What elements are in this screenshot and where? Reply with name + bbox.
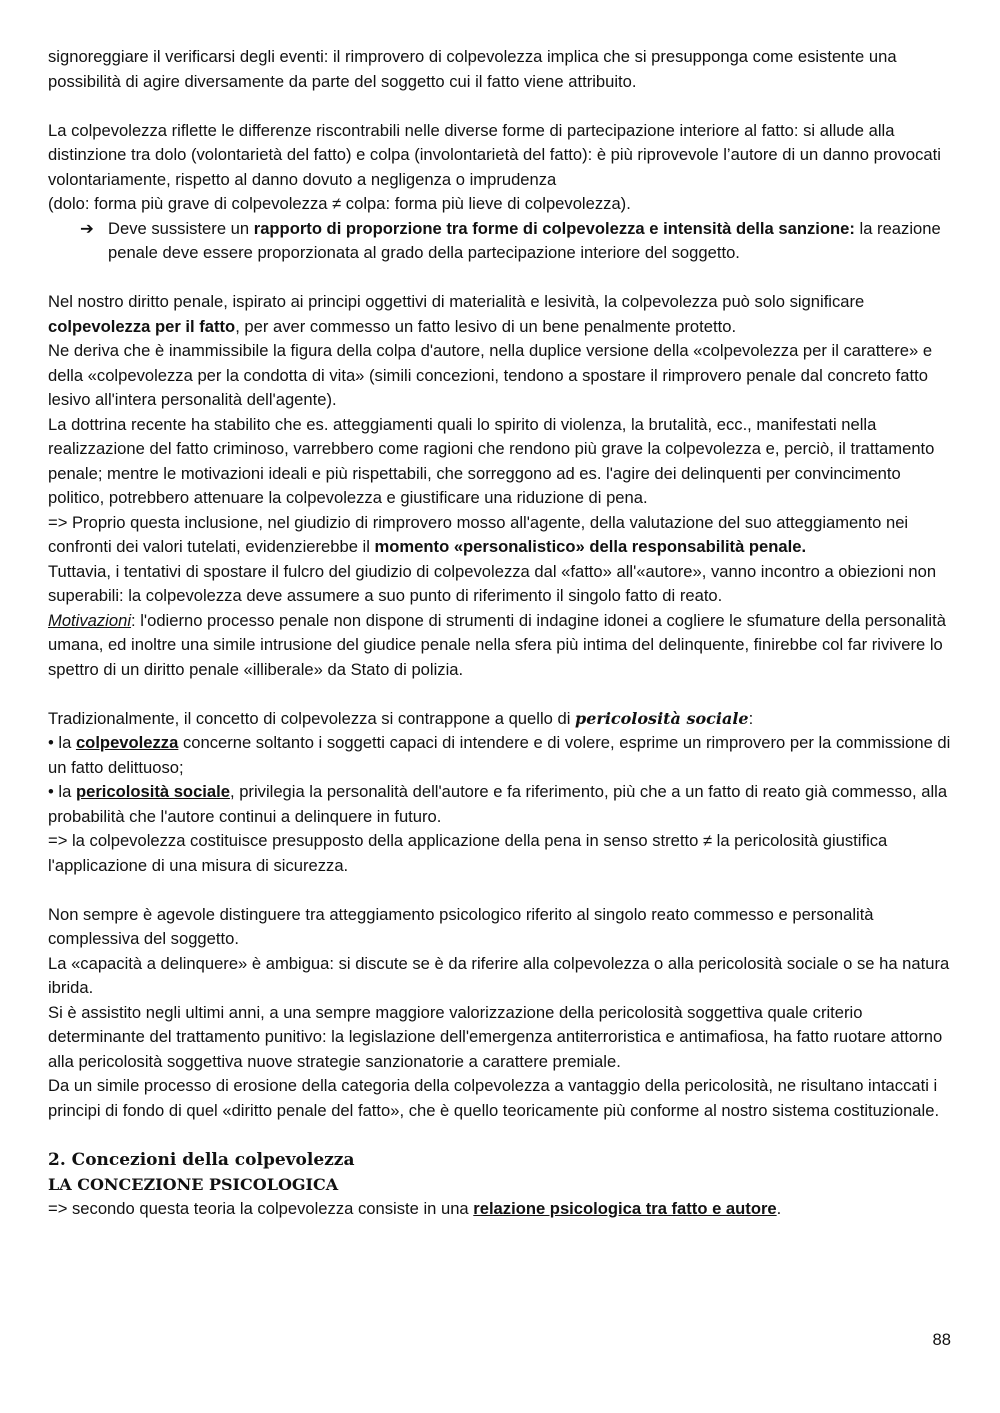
bold-underlined-text: relazione psicologica tra fatto e autore xyxy=(473,1198,777,1218)
text: La colpevolezza riflette le differenze riscontrabili nelle diverse forme di partecipazione interiore al fatto: si allude alla distinzione tra dolo (volontarietà del fatto) e colpa (involontarietà del fatto): è più riprovevole l’autore di un danno provocati volontariamente, rispetto al danno dovuto a negligenza o imprudenza xyxy=(48,120,941,189)
text: . xyxy=(776,1198,782,1218)
text: Ne deriva che è inammissibile la figura della colpa d'autore, nella duplice versione della «colpevolezza per il carattere» e della «colpevolezza per la condotta di vita» (simili concezioni, tendono a spostare il rimprovero penale dal concreto fatto lesivo all'intera personalità dell'agente). xyxy=(48,341,933,409)
text: La dottrina recente ha stabilito che es. atteggiamenti quali lo spirito di violenza, la brutalità, ecc., manifestati nella realizzazione del fatto criminoso, varrebbero come ragioni che rendono più grave la colpevolezza e, perciò, il trattamento penale; mentre le motivazioni ideali e più rispettabili, che sorreggono ad es. l'agire dei delinquenti per convincimento politico, potrebbero attenuare la colpevolezza e giustificare una riduzione di pena. xyxy=(48,414,935,507)
spacer xyxy=(48,94,958,119)
text: Tuttavia, i tentativi di spostare il fulcro del giudizio di colpevolezza dal «fatto» all'«autore», vanno incontro a obiezioni non superabili: la colpevolezza deve assumere a suo punto di riferimento il singolo fatto di reato. xyxy=(48,561,937,605)
text: la reazione penale deve essere proporzionata al grado della partecipazione interiore del soggetto. xyxy=(108,218,941,262)
text: concerne soltanto i soggetti capaci di intendere e di volere, esprime un rimprovero per la commissione di un fatto delittuoso; xyxy=(48,733,951,777)
text: (dolo: forma più grave di colpevolezza ≠ colpa: forma più lieve di colpevolezza). xyxy=(48,194,631,213)
text: Deve sussistere un xyxy=(108,218,254,238)
page-number: 88 xyxy=(932,1330,951,1349)
text: => Proprio questa inclusione, nel giudizio di rimprovero mosso all'agente, della valutazione del suo atteggiamento nei confronti dei valori tutelati, evidenzierebbe il xyxy=(48,512,909,556)
paragraph-psicologica xyxy=(48,1197,958,1222)
text: , privilegia la personalità dell'autore e fa riferimento, più che a un fatto di reato già commesso, alla probabilità che l'autore continui a delinquere in futuro. xyxy=(48,782,948,826)
paragraph-pericolosita xyxy=(48,707,958,879)
text: Non sempre è agevole distinguere tra atteggiamento psicologico riferito al singolo reato commesso e personalità complessiva del soggetto. xyxy=(48,904,874,948)
term-pericolosita: pericolosità sociale xyxy=(75,782,230,801)
term-colpevolezza: colpevolezza xyxy=(75,733,179,752)
paragraph-dolo-colpa xyxy=(48,119,958,217)
paragraph-colpevolezza-fatto xyxy=(48,290,958,682)
text: : xyxy=(748,708,754,728)
text: Da un simile processo di erosione della categoria della colpevolezza a vantaggio della pericolosità, ne risultano intaccati i principi di fondo di quel «diritto penale del fatto», che è quello teoricamente più conforme al nostro sistema costituzionale. xyxy=(48,1076,940,1120)
motivazioni-label: Motivazioni xyxy=(48,610,132,630)
document-page xyxy=(48,45,958,1221)
spacer xyxy=(48,878,958,903)
arrow-icon: ➔ xyxy=(80,218,94,238)
text: Si è assistito negli ultimi anni, a una sempre maggiore valorizzazione della pericolosità soggettiva quale criterio determinante del trattamento punitivo: la legislazione dell'emergenza antiterroristica e antimafiosa, ha fatto ruotare attorno alla pericolosità soggettiva nuove strategie sanzionatorie a carattere premiale. xyxy=(48,1002,943,1071)
emphasis-text: pericolosità sociale xyxy=(575,708,749,728)
bold-text: rapporto di proporzione tra forme di colpevolezza e intensità della sanzione: xyxy=(253,218,855,238)
spacer xyxy=(48,682,958,707)
text: • la xyxy=(48,733,76,752)
bold-text: colpevolezza per il fatto xyxy=(48,316,236,336)
paragraph-intro: signoreggiare il verificarsi degli eventi: il rimprovero di colpevolezza implica che si presupponga come esistente una possibilità di agire diversamente da parte del soggetto cui il fatto viene attribuito. xyxy=(48,47,897,91)
text: => secondo questa teoria la colpevolezza consiste in una xyxy=(48,1198,474,1218)
text: Tradizionalmente, il concetto di colpevolezza si contrappone a quello di xyxy=(48,708,576,728)
text: • la xyxy=(48,782,76,801)
arrow-bullet xyxy=(48,217,958,266)
text: La «capacità a delinquere» è ambigua: si discute se è da riferire alla colpevolezza o alla pericolosità sociale o se ha natura ibrida. xyxy=(48,953,950,997)
bold-text: momento «personalistico» della responsabilità penale. xyxy=(374,537,807,556)
spacer xyxy=(48,1123,958,1148)
section-heading: 2. Concezioni della colpevolezza xyxy=(48,1149,355,1170)
text: , per aver commesso un fatto lesivo di un bene penalmente protetto. xyxy=(235,316,737,336)
text: => la colpevolezza costituisce presupposto della applicazione della pena in senso stretto ≠ la pericolosità giustifica l'applicazione di una misura di sicurezza. xyxy=(48,831,888,875)
text: Nel nostro diritto penale, ispirato ai principi oggettivi di materialità e lesività, la colpevolezza può solo significare xyxy=(48,292,865,311)
text: : l'odierno processo penale non dispone di strumenti di indagine idonei a cogliere le sfumature della personalità umana, ed inoltre una simile intrusione del giudice penale nella sfera più intima del delinquente, finirebbe col far rivivere lo spettro di un diritto penale «illiberale» da Stato di polizia. xyxy=(48,610,946,679)
paragraph-capacita xyxy=(48,903,958,1124)
spacer xyxy=(48,266,958,291)
section-subheading: LA CONCEZIONE PSICOLOGICA xyxy=(48,1174,339,1194)
